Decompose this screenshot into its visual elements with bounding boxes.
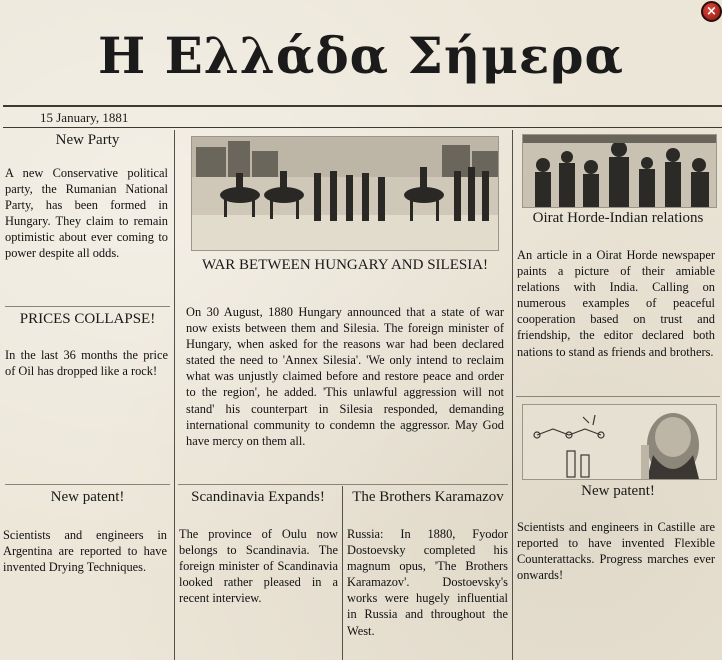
war-illustration (191, 136, 499, 251)
karamazov-headline: The Brothers Karamazov (352, 489, 504, 505)
patent-castille-body: Scientists and engineers in Castille are reported to have invented Flexible Counterattacks. Progress marches ever onwards! (517, 520, 715, 583)
masthead-rule-top (3, 105, 722, 107)
oirat-body: An article in a Oirat Horde newspaper paints a picture of their amiable relations with India. Calling on numerous examples of peaceful cooperation based on trust and friendship, the editor declared both nations to stand as friends and brothers. (517, 248, 715, 359)
cavalry-engraving-icon (192, 137, 498, 250)
issue-date: 15 January, 1881 (40, 110, 129, 125)
section-divider (5, 484, 170, 485)
patent-illustration (522, 404, 717, 480)
new-party-body: A new Conservative political party, the Rumanian National Party, has been formed in Hungary. They claim to remain optimistic about ever coming to power despite all odds. (5, 166, 168, 261)
war-headline: WAR BETWEEN HUNGARY AND SILESIA! (201, 257, 489, 273)
section-divider (516, 396, 720, 397)
column-divider-right (512, 130, 513, 660)
patent-argentina-body: Scientists and engineers in Argentina are reported to have invented Drying Techniques. (3, 528, 167, 575)
patent-castille-headline: New patent! (581, 483, 655, 499)
war-body: On 30 August, 1880 Hungary announced that a state of war now exists between them and Silesia. The foreign minister of Hungary, when asked for the reasons war had been declared stated the need to 'Annex Silesia'. 'We only intend to reclaim what was unjustly claimed before and restore peace and order to the region', he added. 'This unlawful aggression will not stand' his counterpart in Silesia responded, demanding international community to condemn the aggressor. May God have mercy on them all. (186, 305, 504, 448)
column-divider-left (174, 130, 175, 660)
prices-headline: PRICES COLLAPSE! (19, 311, 156, 327)
karamazov-body: Russia: In 1880, Fyodor Dostoevsky completed his magnum opus, 'The Brothers Karamazov'. Dostoevsky's works were hugely influential in Russia and throughout the West. (347, 527, 508, 638)
oirat-illustration (522, 134, 717, 208)
scientist-engraving-icon (523, 405, 716, 479)
patent-argentina-headline: New patent! (50, 489, 125, 505)
close-button[interactable]: × (701, 1, 722, 22)
prices-body: In the last 36 months the price of Oil has dropped like a rock! (5, 348, 168, 379)
column-divider-middle-bottom (342, 486, 343, 660)
section-divider (178, 484, 508, 485)
new-party-headline: New Party (55, 132, 120, 148)
oirat-headline: Oirat Horde-Indian relations (532, 210, 704, 226)
scandinavia-body: The province of Oulu now belongs to Scandinavia. The foreign minister of Scandinavia looked rather pleased in a recent interview. (179, 527, 338, 606)
section-divider (5, 306, 170, 307)
newspaper-masthead: Η Ελλάδα Σήμερα (97, 26, 624, 85)
crowd-engraving-icon (523, 135, 716, 207)
scandinavia-headline: Scandinavia Expands! (191, 489, 325, 505)
masthead-rule-bottom (3, 127, 722, 128)
